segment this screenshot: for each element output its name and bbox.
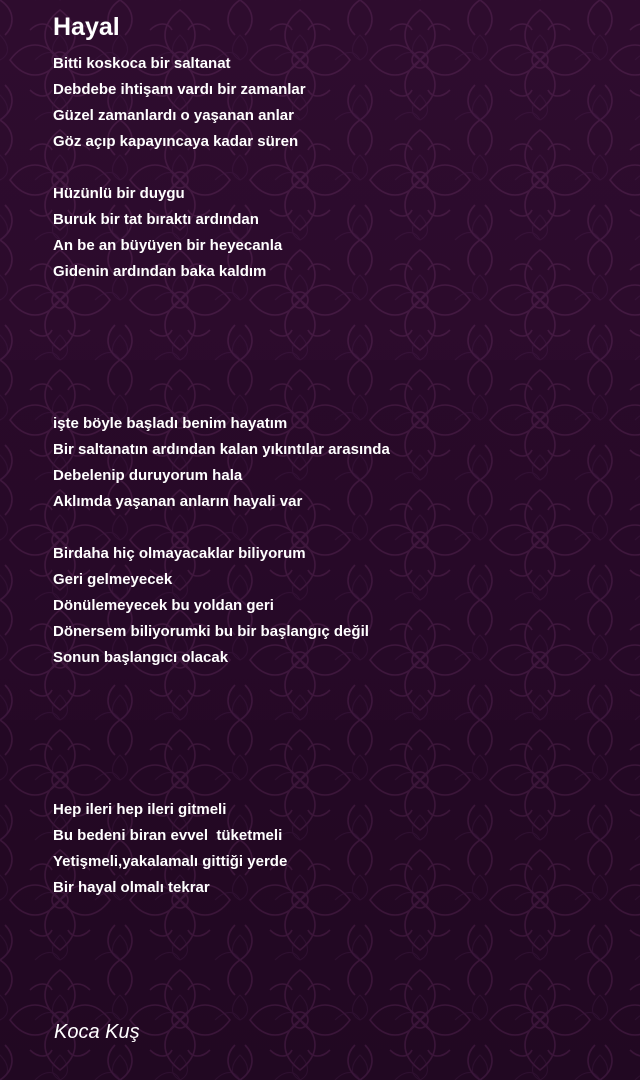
poem-line: Hep ileri hep ileri gitmeli (53, 801, 227, 818)
stanza-2 (53, 181, 282, 285)
poem-line: Buruk bir tat bıraktı ardından (53, 211, 259, 228)
poem-line: işte böyle başladı benim hayatım (53, 415, 288, 432)
poem-line: Debdebe ihtişam vardı bir zamanlar (53, 81, 306, 98)
poem-title: Hayal (53, 13, 120, 41)
poem-line: Hüzünlü bir duygu (53, 185, 185, 202)
poem-line: Geri gelmeyecek (53, 571, 173, 588)
poem-line: Bu bedeni biran evvel tüketmeli (53, 827, 283, 844)
poem-line: Dönersem biliyorumki bu bir başlangıç değil (53, 623, 369, 640)
poem-line: An be an büyüyen bir heyecanla (53, 237, 283, 254)
poem-line: Göz açıp kapayıncaya kadar süren (53, 133, 299, 150)
poem-line: Yetişmeli,yakalamalı gittiği yerde (53, 853, 288, 870)
stanza-5 (53, 797, 287, 901)
stanza-3 (53, 411, 390, 515)
poem-line: Dönülemeyecek bu yoldan geri (53, 597, 274, 614)
poem-line: Sonun başlangıcı olacak (53, 649, 229, 666)
poem-line: Aklımda yaşanan anların hayali var (53, 493, 303, 510)
poem-author: Koca Kuş (54, 1021, 140, 1043)
stanza-4 (53, 541, 369, 671)
poem-line: Bir hayal olmalı tekrar (53, 879, 210, 896)
poem-line: Bir saltanatın ardından kalan yıkıntılar arasında (53, 441, 390, 458)
poem-line: Gidenin ardından baka kaldım (53, 263, 267, 280)
poem-line: Bitti koskoca bir saltanat (53, 55, 231, 72)
poem-line: Güzel zamanlardı o yaşanan anlar (53, 107, 294, 124)
poem-line: Debelenip duruyorum hala (53, 467, 243, 484)
stanza-1 (53, 51, 306, 155)
poem-line: Birdaha hiç olmayacaklar biliyorum (53, 545, 306, 562)
